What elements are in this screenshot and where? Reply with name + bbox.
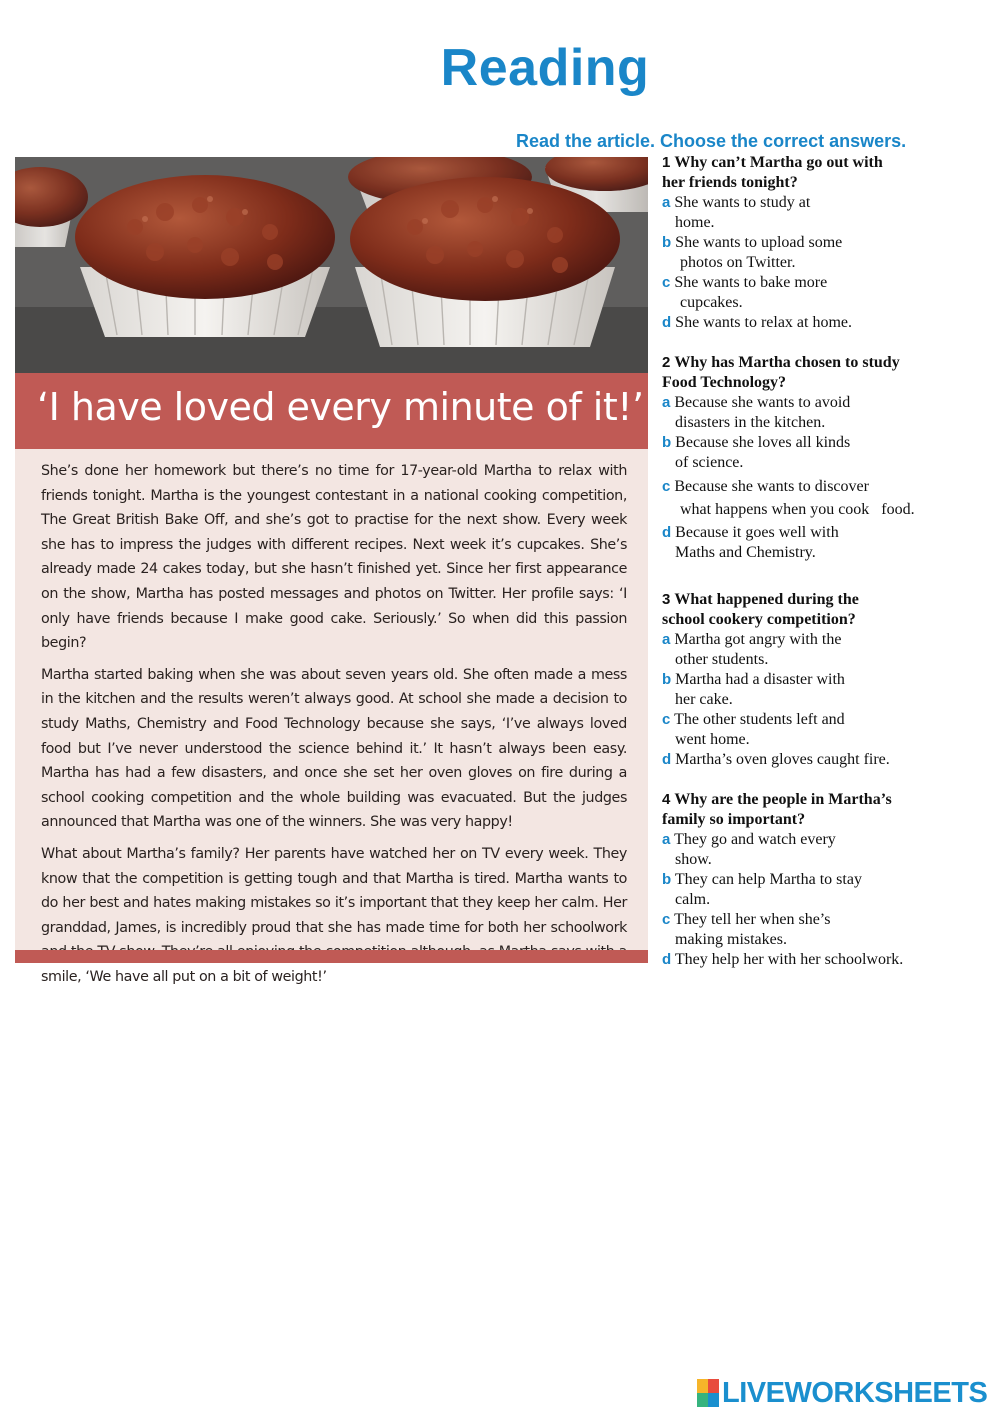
option-c[interactable]: c She wants to bake more — [662, 274, 828, 291]
question-text: her friends tonight? — [662, 174, 798, 191]
question-1 — [662, 153, 992, 333]
question-number: 1 — [662, 154, 671, 171]
question-text: family so important? — [662, 811, 806, 828]
question-text: Why are the people in Martha’s — [674, 791, 892, 808]
option-text: calm. — [675, 891, 711, 908]
instructions: Read the article. Choose the correct answers. — [516, 131, 907, 151]
option-b[interactable]: b Martha had a disaster with — [662, 671, 845, 688]
option-d[interactable]: d Because it goes well with — [662, 524, 839, 541]
article-bottom-bar — [15, 950, 648, 963]
option-d[interactable]: d Martha’s oven gloves caught fire. — [662, 751, 890, 768]
article-paragraph: What about Martha’s family? Her parents have watched her on TV every week. They know that the competition is getting tough and that Martha is tired. Martha wants to do her best and hates making mistakes so it’s important that they keep her calm. Her granddad, James, is incredibly proud that she has made time for both her schoolwork smile, ‘We have all put on a bit of weight!’ — [41, 845, 627, 985]
option-text: Maths and Chemistry. — [675, 544, 816, 561]
cupcakes-photo — [15, 157, 648, 373]
question-3 — [662, 590, 992, 770]
option-text: home. — [675, 214, 715, 231]
article — [15, 157, 648, 985]
option-text: cupcakes. — [680, 294, 743, 311]
option-c[interactable]: c The other students left and — [662, 711, 845, 728]
option-text: show. — [675, 851, 712, 868]
option-text: other students. — [675, 651, 769, 668]
option-b[interactable]: b Because she loves all kinds — [662, 434, 851, 451]
question-number: 4 — [662, 791, 671, 808]
page-title: Reading — [440, 39, 650, 97]
questions-panel — [662, 153, 992, 970]
option-a[interactable]: a She wants to study at — [662, 194, 811, 211]
option-text: making mistakes. — [675, 931, 787, 948]
option-text: of science. — [675, 454, 744, 471]
option-text: what happens when you cook food. — [680, 501, 915, 518]
question-number: 3 — [662, 591, 671, 608]
question-text: Why can’t Martha go out with — [674, 154, 883, 171]
logo-icon — [697, 1379, 719, 1407]
option-text: photos on Twitter. — [680, 254, 796, 271]
question-4 — [662, 790, 992, 970]
question-2 — [662, 353, 992, 563]
option-d[interactable]: d She wants to relax at home. — [662, 314, 853, 331]
liveworksheets-logo — [697, 1376, 987, 1410]
option-a[interactable]: a They go and watch every — [662, 831, 836, 848]
option-d[interactable]: d They help her with her schoolwork. — [662, 951, 904, 968]
option-text: her cake. — [675, 691, 733, 708]
article-headline: ‘I have loved every minute of it!’ — [37, 385, 644, 429]
option-text: went home. — [675, 731, 750, 748]
question-text: Why has Martha chosen to study — [674, 354, 900, 371]
article-paragraph: She’s done her homework but there’s no time for 17-year-old Martha to relax with friends tonight. Martha is the youngest contestant in a national cooking competition, The Great British Bake Off, and she’s got to practise for the next show. Every week she has to impress the judges with different recipes. Next week it’s cupcakes. She’s already made 24 cakes today, but she hasn’t finished yet. Since her first appearance on the show, Martha has posted messages and photos on Twitter. Her profile says: ‘I only have friends because I make good cake. Seriously.’ So when did this passion begin? — [41, 463, 627, 652]
option-c[interactable]: c Because she wants to discover — [662, 478, 869, 495]
option-text: disasters in the kitchen. — [675, 414, 826, 431]
option-a[interactable]: a Because she wants to avoid — [662, 394, 851, 411]
option-b[interactable]: b They can help Martha to stay — [662, 871, 862, 888]
logo-text: LIVEWORKSHEETS — [722, 1376, 988, 1409]
option-c[interactable]: c They tell her when she’s — [662, 911, 831, 928]
question-text: What happened during the — [674, 591, 859, 608]
headline-banner — [15, 373, 648, 449]
option-b[interactable]: b She wants to upload some — [662, 234, 843, 251]
article-body — [41, 459, 627, 996]
option-a[interactable]: a Martha got angry with the — [662, 631, 842, 648]
question-text: school cookery competition? — [662, 611, 856, 628]
article-paragraph: Martha started baking when she was about seven years old. She often made a mess in the kitchen and the results weren’t always good. At school she made a decision to study Maths, Chemistry and Food Technology because she says, ‘I’ve always loved food but I’ve never understood the science behind it.’ It hasn’t always been easy. Martha has had a few disasters, and once she set her oven gloves on fire during a school cooking competition and the whole building was evacuated. But the judges announced that Martha was one of the winners. She was very happy! — [41, 666, 627, 831]
question-number: 2 — [662, 354, 671, 371]
question-text: Food Technology? — [662, 374, 787, 391]
